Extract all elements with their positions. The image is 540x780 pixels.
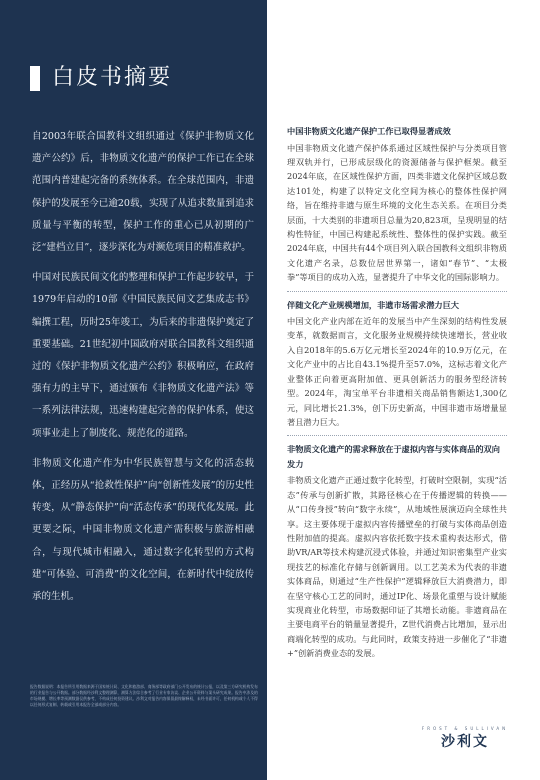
- summary-paragraph: 非物质文化遗产作为中华民族智慧与文化的活态载体，正经历从“抢救性保护”向“创新性发展”的历史性转变，从“静态保护”向“活态传承”的现代化发展。此更要之际，中国非物质文化遗产需积极与旅游相融合，与现代城市相融入，通过数字化转型的方式构建“可体验、可消费”的文化空间，在新时代中绽放传承的生机。: [32, 457, 254, 603]
- page-title: 白皮书摘要: [52, 65, 173, 90]
- data-source-footnote: 报告数据说明：本报告所引用数据来源于国家统计局、文化和旅游部、商务部等政府部门公开发布的统计公报，以及第三方研究机构发布的行业报告与公开数据。部分数据经沙利文整理测算，测算方法综合参考了行业专家访谈、企业公开资料与案头研究成果。报告中涉及的市场规模、增长率等预测数据仅供参考，不构成任何投资建议。沙利文对报告内容保留最终解释权，未经书面许可，任何机构或个人不得以任何形式复制、转载或引用本报告全部或部分内容。: [30, 684, 258, 707]
- section-heading: 伴随文化产业规模增加，非遗市场需求潜力巨大: [287, 299, 459, 310]
- summary-text: [32, 126, 254, 616]
- brand-name: 沙利文: [441, 734, 489, 750]
- brand-logo: [420, 726, 510, 751]
- summary-paragraph: 中国对民族民间文化的整理和保护工作起步较早，于1979年启动的10部《中国民族民间文艺集成志书》编撰工程，历时25年竣工，为后来的非遗保护奠定了重要基础。21世纪初中国政府对联合国教科文组织通过的《保护非物质文化遗产公约》积极响应，在政府强有力的主导下，通过颁布《非物质文化遗产法》等一系列法律法规，迅速构建起完善的保护体系，使这项事业走上了制度化、规范化的道路。: [32, 272, 254, 439]
- left-panel: [0, 0, 267, 780]
- section-divider: [287, 291, 507, 292]
- brand-subtitle: FROST & SULLIVAN: [421, 726, 509, 731]
- section-divider: [287, 435, 507, 436]
- title-accent-bar: [30, 66, 40, 91]
- section-body: 非物质文化遗产正通过数字化转型，打破时空限制，实现“活态”传承与创新扩散，其路径核心在于传播逻辑的转换——从“口传身授”转向“数字永续”，从地域性展演迈向全球性共享。这主要体现于虚拟内容传播壁垒的打破与实体商品创造性附加值的提高。虚拟内容依托数字技术重构表达形式，借助VR/AR等技术构建沉浸式体验，并通过知识密集型产业实现技艺的标准化存储与创新调用。以工艺美术为代表的非遗实体商品，则通过“生产性保护”逻辑释放巨大消费潜力，即在坚守核心工艺的同时，通过IP化、场景化重塑与设计赋能实现商业化转型，市场数据印证了其增长动能。非遗商品在主要电商平台的销量显著提升，Z世代消费占比增加，显示出商端化转型的成功。与此同时，政策支持进一步催化了“非遗+”创新消费业态的发展。: [287, 475, 507, 659]
- section-heading: 非物质文化遗产的需求释放在于虚拟内容与实体商品的双向发力: [287, 444, 500, 469]
- key-findings: [287, 124, 507, 661]
- section-heading: 中国非物质文化遗产保护工作已取得显著成效: [287, 126, 451, 136]
- summary-paragraph: 自2003年联合国教科文组织通过《保护非物质文化遗产公约》后，非物质文化遗产的保护工作已在全球范围内普建起完备的系统体系。在全球范围内，非遗保护的发展至今已逾20载，实现了从追求数量到追求质量与平衡的转型，保护工作的重心已从初期的广泛“建档立目”，逐步深化为对濒危项目的精准救护。: [32, 131, 254, 254]
- section-body: 中国非物质文化遗产保护体系通过区域性保护与分类项目管理双轨并行，已形成层级化的资源储备与保护框架。截至2024年底，在区域性保护方面，四类非遗文化保护区域总数达101处，构建了以特定文化空间为核心的整体性保护网络，旨在维持非遗与原生环境的文化生态关系。在项目分类层面，十大类别的非遗项目总量为20,823项，呈现明显的结构性特征，中国已构建起系统性、整体性的保护实践。截至2024年底，中国共有44个项目列入联合国教科文组织非物质文化遗产名录，总数位居世界第一，诸如“春节”、“太极拳”等项目的成功入选，显著提升了中华文化的国际影响力。: [287, 142, 507, 283]
- section-body: 中国文化产业内部在近年的发展当中产生深刻的结构性发展变革，就数据而言，文化服务业规模持续快速增长，营业收入自2018年的5.6万亿元增长至2024年的10.9万亿元，在文化产业中的占比自43.1%提升至57.0%，这标志着文化产业整体正向着更高附加值、更具创新活力的服务型经济转型。2024年，淘宝单平台非遗相关商品销售额达1,300亿元，同比增长21.3%，创下历史新高，中国非遗市场增量显著且潜力巨大。: [287, 316, 507, 427]
